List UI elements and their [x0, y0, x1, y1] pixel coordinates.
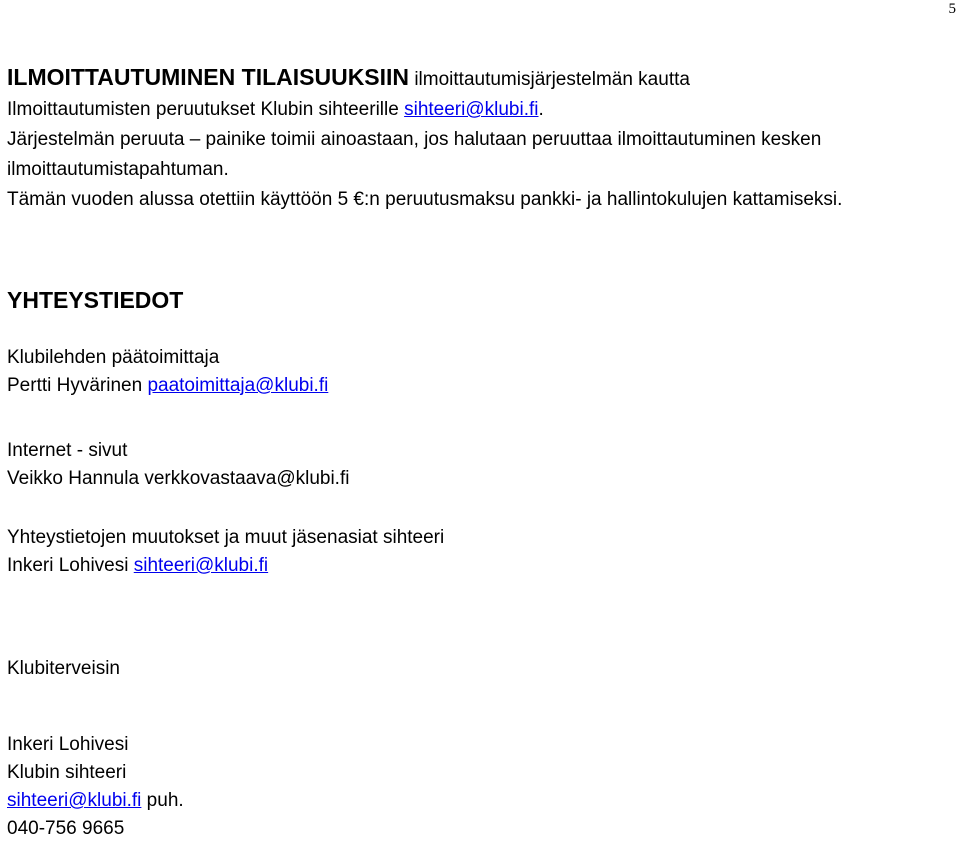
cancellation-line	[7, 95, 947, 125]
signature-contact-line	[7, 787, 947, 815]
signature-title: Klubin sihteeri	[7, 762, 127, 783]
cancel-button-note: Järjestelmän peruuta – painike toimii ainoastaan, jos halutaan peruuttaa ilmoittautuminen kesken ilmoittautumistapahtuman.	[7, 129, 822, 180]
secretary-email-link-contacts[interactable]: sihteeri@klubi.fi	[133, 555, 269, 576]
web-role: Internet - sivut	[7, 440, 128, 461]
editor-name: Pertti Hyvärinen	[7, 375, 148, 396]
contacts-title: YHTEYSTIEDOT	[7, 287, 184, 313]
secretary-line	[7, 552, 947, 580]
registration-info	[7, 62, 947, 215]
registration-heading-line	[7, 62, 947, 95]
registration-heading: ILMOITTAUTUMINEN TILAISUUKSIIN	[7, 64, 410, 90]
secretary-contact	[7, 524, 947, 580]
editor-contact	[7, 344, 947, 400]
signature-block	[7, 731, 947, 843]
web-contact	[7, 437, 947, 493]
cancellation-period: .	[538, 99, 544, 120]
page-number: 5	[948, 1, 956, 17]
signature-email-link[interactable]: sihteeri@klubi.fi	[7, 790, 142, 811]
secretary-role: Yhteystietojen muutokset ja muut jäsenasiat sihteeri	[7, 527, 445, 548]
web-contact-line: Veikko Hannula verkkovastaava@klubi.fi	[7, 468, 350, 489]
phone-label: puh.	[141, 790, 184, 811]
phone-number: 040-756 9665	[7, 818, 125, 839]
cancellation-fee-note: Tämän vuoden alussa otettiin käyttöön 5 €:n peruutusmaksu pankki- ja hallintokulujen kattamiseksi.	[7, 189, 843, 210]
secretary-name: Inkeri Lohivesi	[7, 555, 134, 576]
secretary-email-link[interactable]: sihteeri@klubi.fi	[404, 99, 539, 120]
editor-email-link[interactable]: paatoimittaja@klubi.fi	[147, 375, 329, 396]
editor-line	[7, 372, 947, 400]
closing-greeting: Klubiterveisin	[7, 658, 120, 679]
registration-heading-rest: ilmoittautumisjärjestelmän kautta	[409, 69, 690, 90]
editor-role: Klubilehden päätoimittaja	[7, 347, 220, 368]
signature-name: Inkeri Lohivesi	[7, 734, 129, 755]
cancellation-text: Ilmoittautumisten peruutukset Klubin sihteerille	[7, 99, 405, 120]
